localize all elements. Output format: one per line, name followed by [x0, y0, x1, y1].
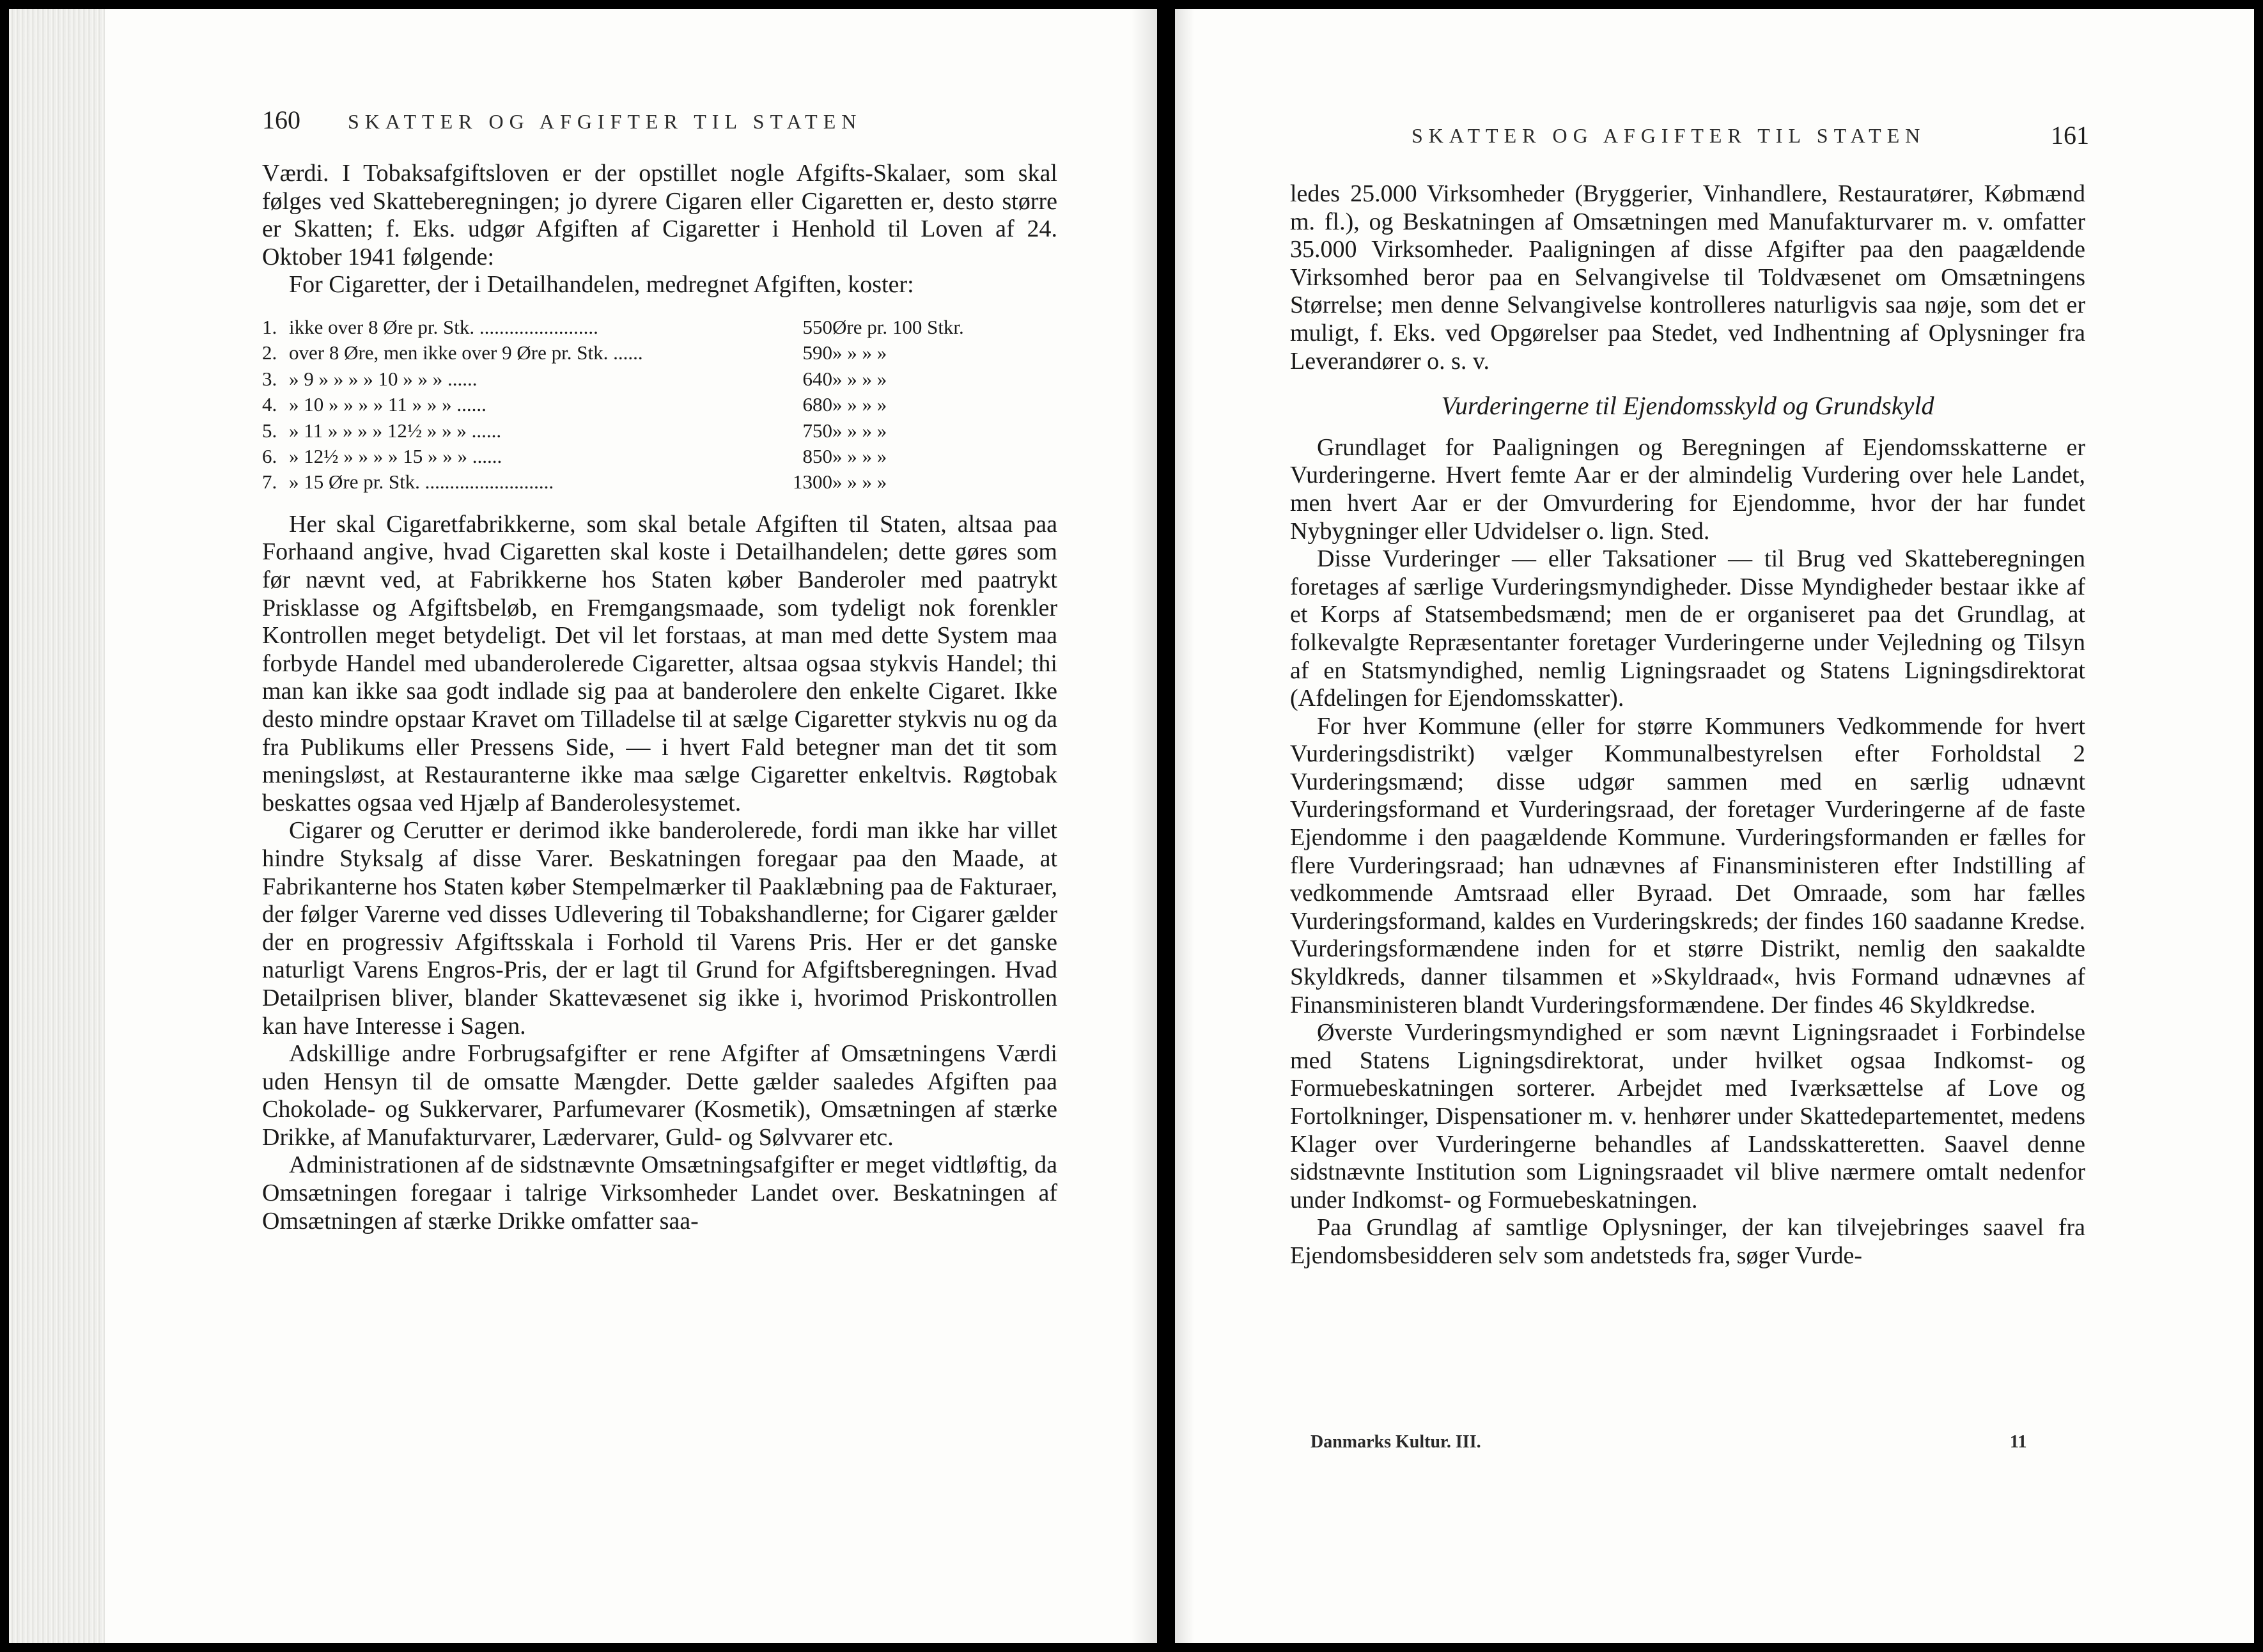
rate-number: 1.: [262, 315, 277, 338]
rate-unit: » » » »: [832, 445, 887, 467]
paragraph: Disse Vurderinger — eller Taksationer — til Brug ved Skatteberegningen foretages af særlige Vurderingsmyndigheder. Disse Myndigheder bestaar ikke af et Korps af Statsembedsmænd; men de er organiseret paa det Grundlag, at folkevalgte Repræsentanter foretager Vurderingerne under Vejledning og Tilsyn af en Statsmyndighed, nemlig Ligningsraadet og Statens Ligningsdirektorat (Afdelingen for Ejendomsskatter).: [1290, 545, 2085, 712]
rate-description: » 9 » » » » 10 » » » ......: [289, 367, 478, 390]
footer-title: Danmarks Kultur. III.: [1310, 1432, 1481, 1452]
rate-unit: » » » »: [832, 341, 887, 364]
rate-row: [262, 366, 1057, 392]
paragraph: Adskillige andre Forbrugsafgifter er rene Afgifter af Omsætningens Værdi uden Hensyn til de omsatte Mængder. Dette gælder saaledes Afgiften paa Chokolade- og Sukkervarer, Parfumevarer (Kosmetik), Omsætningen af stærke Drikke, af Manufakturvarer, Lædervarer, Guld- og Sølvvarer etc.: [262, 1040, 1057, 1151]
page-number-left: 160: [262, 105, 300, 134]
right-page: [1175, 9, 2254, 1643]
right-header: [1411, 124, 1925, 148]
rate-value: 550: [802, 315, 832, 338]
page-edges: [9, 9, 105, 1643]
rate-description: » 12½ » » » » 15 » » » ......: [289, 445, 502, 467]
page-number-right: 161: [2051, 121, 2089, 150]
gutter-shadow: [1175, 9, 1194, 1643]
rate-number: 3.: [262, 367, 277, 390]
gutter-shadow: [1132, 9, 1157, 1643]
rate-unit: » » » »: [832, 419, 887, 442]
paragraph: For hver Kommune (eller for større Kommuners Vedkommende for hvert Vurderingsdistrikt) vælger Kommunalbestyrelsen efter Forholdstal 2 Vurderingsmænd; disse udgør sammen med en særlig udnævnt Vurderingsformand et Vurderingsraad, der foretager Vurderingerne af de faste Ejendomme i den paagældende Kommune. Vurderingsformanden er fælles for flere Vurderingsraad; han udnævnes af Finansministeren efter Indstilling af vedkommende Amtsraad eller Byraad. Det Omraade, som har fælles Vurderingsformand, kaldes en Vurderingskreds; der findes 160 saadanne Kredse. Vurderingsformændene inden for et større Distrikt, nemlig den saakaldte Skyldkreds, danner tilsammen et »Skyldraad«, hvis Formand udnævnes af Finansministeren blandt Vurderingsformændene. Der findes 46 Skyldkredse.: [1290, 712, 2085, 1018]
rate-value: 680: [802, 393, 832, 416]
rate-number: 5.: [262, 419, 277, 442]
rate-number: 4.: [262, 393, 277, 416]
rate-table: [262, 315, 1057, 495]
rate-unit: Øre pr. 100 Stkr.: [832, 315, 964, 338]
rate-row: [262, 444, 1057, 469]
continuation-paragraph: ledes 25.000 Virksomheder (Bryggerier, Vinhandlere, Restauratører, Købmænd m. fl.), og Beskatningen af Omsætningen med Manufakturvarer m. v. omfatter 35.000 Virksomheder. Paaligningen af disse Afgifter paa den paagældende Virksomhed beror paa en Selvangivelse til Toldvæsenet om Omsætningens Størrelse; men denne Selvangivelse kontrolleres naturligvis saa nøje, som det er muligt, f. Eks. ved Opgørelser paa Stedet, ved Indhentning af Oplysninger fra Leverandører o. s. v.: [1290, 180, 2085, 375]
paragraph: Administrationen af de sidstnævnte Omsætningsafgifter er meget vidtløftig, da Omsætningen foregaar i talrige Virksomheder Landet over. Beskatningen af Omsætningen af stærke Drikke omfatter saa-: [262, 1151, 1057, 1235]
footer-signature: 11: [2010, 1432, 2027, 1452]
rate-row: [262, 315, 1057, 340]
rate-number: 7.: [262, 471, 277, 494]
rate-number: 6.: [262, 445, 277, 467]
rate-value: 1300: [793, 471, 832, 494]
table-intro: For Cigaretter, der i Detailhandelen, medregnet Afgiften, koster:: [289, 271, 914, 299]
left-body: [262, 160, 1057, 1235]
left-header: [262, 105, 862, 135]
rate-row: [262, 392, 1057, 417]
paragraph: Øverste Vurderingsmyndighed er som nævnt Ligningsraadet i Forbindelse med Statens Ligningsdirektorat, under hvilket ogsaa Indkomst- og Formuebeskatningen sorterer. Arbejdet med Iværksættelse af Love og Fortolkninger, Dispensationer m. v. henhører under Skattedepartementet, medens Klager over Vurderingerne behandles af Landsskatteretten. Saavel denne sidstnævnte Institution som Ligningsraadet vil blive nærmere omtalt nedenfor under Indkomst- og Formuebeskatningen.: [1290, 1019, 2085, 1213]
paragraph: Grundlaget for Paaligningen og Beregningen af Ejendomsskatterne er Vurderingerne. Hvert femte Aar er der almindelig Vurdering over hele Landet, men hvert Aar er der Omvurdering for Ejendomme, hvor der har fundet Nybygninger eller Udvidelser o. lign. Sted.: [1290, 433, 2085, 545]
rate-unit: » » » »: [832, 367, 887, 390]
intro-paragraph: Værdi. I Tobaksafgiftsloven er der opstillet nogle Afgifts-Skalaer, som skal følges ved Skatteberegningen; jo dyrere Cigaren eller Cigaretten er, desto større er Skatten; f. Eks. udgør Afgiften af Cigaretter i Henhold til Loven af 24. Oktober 1941 følgende:: [262, 160, 1057, 270]
rate-description: » 15 Øre pr. Stk. ..........................: [289, 471, 554, 494]
right-body: [1290, 180, 2085, 1270]
section-heading: Vurderingerne til Ejendomsskyld og Grundskyld: [1441, 391, 1934, 421]
left-page: [9, 9, 1157, 1643]
rate-row: [262, 340, 1057, 366]
running-head-left: SKATTER OG AFGIFTER TIL STATEN: [348, 110, 862, 133]
rate-value: 590: [802, 341, 832, 364]
rate-description: » 11 » » » » 12½ » » » ......: [289, 419, 502, 442]
rate-description: over 8 Øre, men ikke over 9 Øre pr. Stk. ......: [289, 341, 643, 364]
paragraph: Paa Grundlag af samtlige Oplysninger, der kan tilvejebringes saavel fra Ejendomsbesidderen selv som andetsteds fra, søger Vurde-: [1290, 1214, 2085, 1269]
rate-number: 2.: [262, 341, 277, 364]
paragraph: Her skal Cigaretfabrikkerne, som skal betale Afgiften til Staten, altsaa paa Forhaand angive, hvad Cigaretten skal koste i Detailhandelen; dette gøres som før nævnt ved, at Fabrikkerne hos Staten køber Banderoler med paatrykt Prisklasse og Afgiftsbeløb, en Fremgangsmaade, som tydeligt nok forenkler Kontrollen meget betydeligt. Det vil let forstaas, at man med dette System maa forbyde Handel med ubanderolerede Cigaretter, altsaa ogsaa stykvis Handel; thi man kan ikke saa godt indlade sig paa at banderolere den enkelte Cigaret. Ikke desto mindre opstaar Kravet om Tilladelse til at sælge Cigaretter stykvis nu og da fra Publikums eller Pressens Side, — i hvert Fald betegner man det tit som meningsløst, at Restauranterne ikke maa sælge Cigaretter enkeltvis. Røgtobak beskattes ogsaa ved Hjælp af Banderolesystemet.: [262, 510, 1057, 816]
paragraph: Cigarer og Cerutter er derimod ikke banderolerede, fordi man ikke har villet hindre Styksalg af disse Varer. Beskatningen foregaar paa den Maade, at Fabrikanterne hos Staten køber Stempelmærker til Paaklæbning paa de Fakturaer, der følger Varerne ved disses Udlevering til Tobakshandlerne; for Cigarer gælder der en progressiv Afgiftsskala i Forhold til Varens Pris. Her er det ganske naturligt Varens Engros-Pris, der er lagt til Grund for Afgiftsberegningen. Hvad Detailprisen bliver, blander Skattevæsenet sig ikke i, hvorimod Priskontrollen kan have Interesse i Sagen.: [262, 817, 1057, 1040]
rate-value: 850: [802, 445, 832, 467]
rate-value: 750: [802, 419, 832, 442]
rate-description: » 10 » » » » 11 » » » ......: [289, 393, 486, 416]
running-head-right: SKATTER OG AFGIFTER TIL STATEN: [1411, 124, 1926, 147]
rate-value: 640: [802, 367, 832, 390]
rate-row: [262, 418, 1057, 444]
rate-unit: » » » »: [832, 471, 887, 494]
rate-row: [262, 469, 1057, 495]
rate-unit: » » » »: [832, 393, 887, 416]
rate-description: ikke over 8 Øre pr. Stk. ........................: [289, 315, 598, 338]
